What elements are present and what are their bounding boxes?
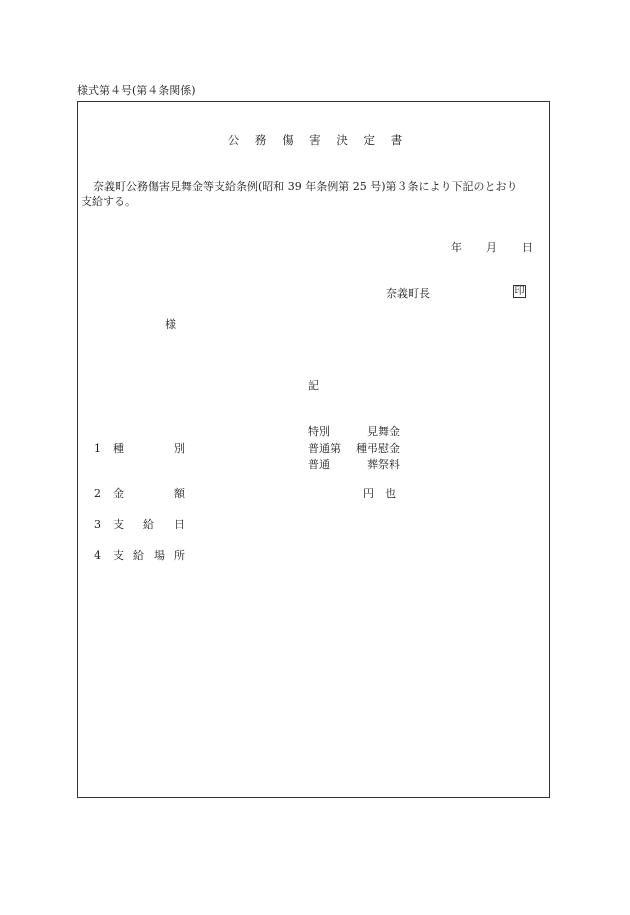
body-text-line-1: 奈義町公務傷害見舞金等支給条例(昭和 39 年条例第 25 号)第３条により下記のとおり [93,180,518,193]
type-option-left: 普通 [308,458,330,471]
body-text-line-2: 支給する。 [81,195,136,208]
item-number: 4 [94,549,101,562]
item-number: 1 [94,442,101,455]
type-option-right: 見舞金 [367,425,400,438]
type-option-right: 葬祭料 [367,458,400,471]
recipient-honorific: 様 [165,318,176,331]
item-label-char: 額 [174,487,185,500]
amount-suffix: 也 [385,487,396,500]
seal-mark: 印 [514,286,525,297]
item-label-char: 種 [113,442,124,455]
form-label: 様式第４号(第４条関係) [77,84,196,97]
date-year: 年 [451,241,462,254]
item-label-char: 場 [154,549,165,562]
item-label-char: 別 [174,442,185,455]
type-option-left: 特別 [308,425,330,438]
item-label-char: 所 [174,549,185,562]
type-option-right: 種弔慰金 [356,442,400,455]
item-label-char: 金 [113,487,124,500]
item-number: 3 [94,518,101,531]
item-label-char: 支 [113,518,124,531]
item-label-char: 日 [174,518,185,531]
item-label-char: 給 [143,518,154,531]
amount-unit: 円 [363,487,374,500]
item-number: 2 [94,487,101,500]
item-label-char: 支 [113,549,124,562]
date-day: 日 [522,241,533,254]
item-label-char: 給 [133,549,144,562]
type-option-left: 普通第 [308,442,341,455]
issuer-title: 奈義町長 [386,287,430,300]
date-month: 月 [486,241,497,254]
notes-heading: 記 [308,379,319,392]
document-title: 公 務 傷 害 決 定 書 [227,133,409,147]
